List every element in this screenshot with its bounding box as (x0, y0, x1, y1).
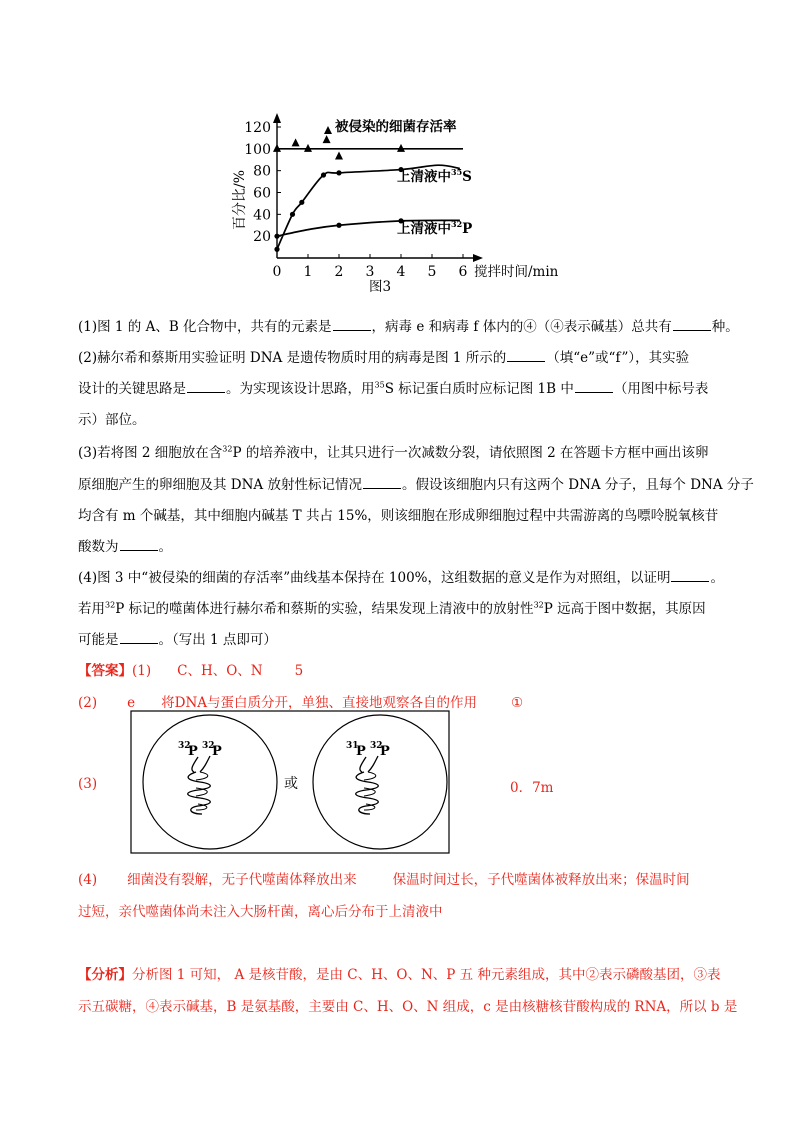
question-3-line-3: 均含有 m 个碱基，其中细胞内碱基 T 共占 15%，则该细胞在形成卵细胞过程中共需游离的鸟嘌呤脱氧核苷 (78, 508, 719, 524)
y-tick-label: 40 (253, 207, 271, 224)
svg-text:32: 32 (370, 741, 383, 751)
chart-label-survival: 被侵染的细菌存活率 (335, 119, 457, 135)
svg-text:32: 32 (202, 741, 215, 751)
answer-line-4b: 过短，亲代噬菌体尚未注入大肠杆菌，离心后分布于上清液中 (78, 904, 443, 920)
figure-3-chart (225, 105, 585, 297)
data-point-survival (304, 144, 312, 152)
svg-text:31: 31 (346, 741, 359, 751)
answer-blank[interactable] (120, 631, 158, 644)
dna-helix-icon (188, 756, 211, 814)
data-point-s35 (299, 200, 304, 205)
x-tick-label: 1 (303, 264, 313, 280)
answer-3-value: 0．7m (510, 780, 554, 796)
data-point-p32 (336, 223, 341, 228)
answer-blank[interactable] (507, 349, 545, 362)
analysis-line-2: 示五碳糖，④表示碱基，B 是氨基酸，主要由 C、H、O、N 组成，c 是由核糖核苷酸构成的 RNA，所以 b 是 (78, 999, 738, 1015)
legend-triangle-icon (324, 126, 332, 134)
svg-text:P: P (212, 744, 222, 759)
question-2-line-1: (2)赫尔希和蔡斯用实验证明 DNA 是遗传物质时用的病毒是图 1 所示的 （填“e”或“f”），其实验 (78, 350, 690, 366)
data-point-s35 (290, 212, 295, 217)
data-point-p32 (274, 234, 279, 239)
y-axis-label: 百分比/% (232, 169, 248, 231)
svg-text:P: P (356, 744, 366, 759)
y-tick-label: 100 (244, 141, 271, 158)
y-tick-label: 120 (244, 120, 271, 136)
egg-cell-option-2 (313, 715, 447, 849)
chart-label-s35: 上清液中$^{35}$S (397, 167, 472, 185)
answer-blank[interactable] (671, 569, 709, 582)
dna-helix-icon (356, 756, 379, 814)
x-axis-arrow (473, 254, 483, 262)
analysis-line-1: 【分析】分析图 1 可知， A 是核苷酸，是由 C、H、O、N、P 五 种元素组成，其中②表示磷酸基团，③表 (78, 967, 721, 983)
x-tick-label: 5 (427, 264, 437, 280)
answer-blank[interactable] (575, 380, 613, 393)
answer-blank[interactable] (333, 318, 371, 331)
data-point-s35 (336, 170, 341, 175)
data-point-survival (335, 151, 343, 159)
x-tick-label: 0 (272, 264, 282, 280)
y-tick-label: 80 (253, 163, 271, 180)
question-4-line-3: 可能是 。（写出 1 点即可） (78, 632, 277, 648)
x-tick-label: 4 (396, 264, 406, 280)
x-tick-label: 2 (334, 264, 344, 280)
data-point-s35 (321, 172, 326, 177)
data-point-survival (323, 135, 331, 143)
or-label: 或 (284, 776, 298, 792)
data-point-survival (292, 138, 300, 146)
question-1: (1)图 1 的 A、B 化合物中，共有的元素是 ，病毒 e 和病毒 f 体内的④（④表示碱基）总共有 种。 (78, 319, 739, 335)
data-point-survival (397, 144, 405, 152)
data-point-s35 (274, 247, 279, 252)
answer-blank[interactable] (187, 380, 225, 393)
egg-cell-option-1 (143, 715, 277, 849)
answer-blank[interactable] (120, 538, 158, 551)
question-2-line-3: 示）部位。 (78, 412, 146, 428)
question-4-line-2: 若用$^{32}$P 标记的噬菌体进行赫尔希和蔡斯的实验，结果发现上清液中的放射性$^{32}$P 远高于图中数据，其原因 (78, 600, 706, 617)
answer-diagram-box (130, 710, 450, 854)
svg-text:32: 32 (178, 741, 191, 751)
figure-caption: 图3 (369, 279, 392, 295)
answer-line-4: (4) 细菌没有裂解，无子代噬菌体释放出来 保温时间过长，子代噬菌体被释放出来；保温时间 (78, 872, 690, 888)
y-tick-label: 60 (253, 185, 271, 202)
svg-text:P: P (380, 744, 390, 759)
question-3-line-4: 酸数为 。 (78, 539, 172, 555)
answer-blank[interactable] (363, 476, 401, 489)
x-axis-label: 搅拌时间/min (474, 264, 559, 280)
analysis-tag: 【分析】 (78, 967, 132, 983)
answer-3-label: (3) (78, 776, 98, 792)
chart-label-p32: 上清液中$^{32}$P (397, 219, 473, 237)
question-3-line-1: (3)若将图 2 细胞放在含$^{32}$P 的培养液中，让其只进行一次减数分裂，请依照图 2 在答题卡方框中画出该卵 (78, 444, 709, 461)
question-2-line-2: 设计的关键思路是 。为实现该设计思路，用$^{35}$S 标记蛋白质时应标记图 1B 中 （用图中标号表 (78, 380, 709, 397)
question-4-line-1: (4)图 3 中“被侵染的细菌的存活率”曲线基本保持在 100%，这组数据的意义是作为对照组，以证明 。 (78, 570, 724, 586)
x-tick-label: 3 (365, 264, 375, 280)
question-3-line-2: 原细胞产生的卵细胞及其 DNA 放射性标记情况 。假设该细胞内只有这两个 DNA 分子，且每个 DNA 分子 (78, 477, 754, 493)
answer-line-2: (2) e 将DNA与蛋白质分开，单独、直接地观察各自的作用 ① (78, 695, 524, 711)
answer-blank[interactable] (673, 318, 711, 331)
data-point-survival (273, 144, 281, 152)
answer-tag: 【答案】 (78, 663, 132, 679)
y-tick-label: 20 (253, 229, 271, 246)
x-tick-label: 6 (458, 264, 468, 280)
answer-line-1: 【答案】(1) C、H、O、N 5 (78, 663, 304, 679)
svg-text:P: P (188, 744, 198, 759)
y-axis-arrow (273, 113, 281, 123)
